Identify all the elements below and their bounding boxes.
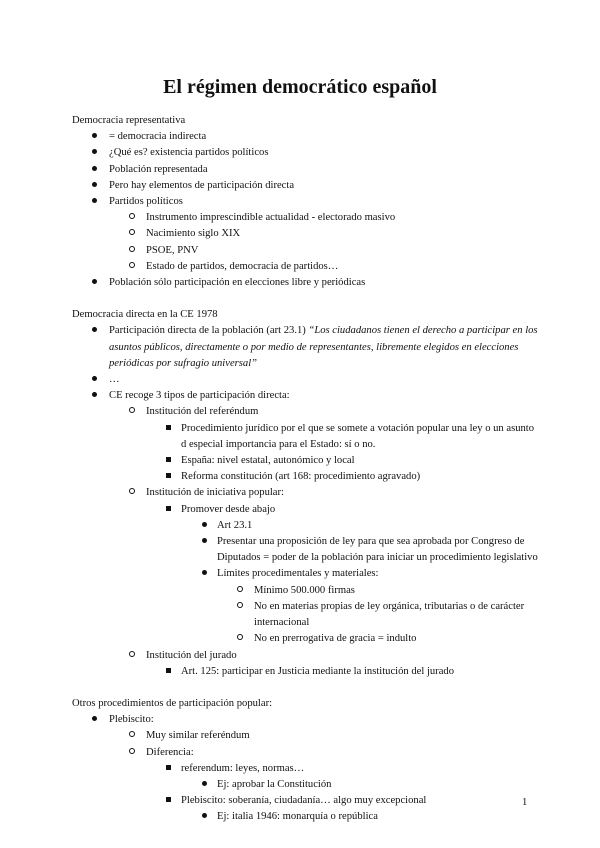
list-item: Diferencia:: [72, 745, 540, 761]
list-item: No en materias propias de ley orgánica, tributarias o de carácter internacional: [72, 599, 540, 631]
bullet-icon: [202, 522, 207, 527]
page-title: El régimen democrático español: [163, 76, 437, 98]
bullet-icon: [202, 781, 207, 786]
list-item: Promover desde abajo: [72, 502, 540, 518]
list-item: Institución de iniciativa popular:: [72, 485, 540, 501]
list-item: ¿Qué es? existencia partidos políticos: [72, 145, 540, 161]
bullet-icon: [92, 149, 97, 154]
bullet-icon: [92, 327, 97, 332]
hollow-bullet-icon: [237, 586, 243, 592]
square-bullet-icon: [166, 668, 171, 673]
section-list-otros: [72, 712, 540, 825]
bullet-icon: [92, 716, 97, 721]
list-item: Instrumento imprescindible actualidad - electorado masivo: [72, 210, 540, 226]
bullet-icon: [202, 813, 207, 818]
list-item: Plebiscito:: [72, 712, 540, 728]
list-item: No en prerrogativa de gracia = indulto: [72, 631, 540, 647]
list-item: Muy similar referéndum: [72, 728, 540, 744]
hollow-bullet-icon: [237, 634, 243, 640]
hollow-bullet-icon: [129, 748, 135, 754]
hollow-bullet-icon: [129, 246, 135, 252]
hollow-bullet-icon: [237, 602, 243, 608]
list-item: España: nivel estatal, autonómico y local: [72, 453, 540, 469]
bullet-icon: [92, 166, 97, 171]
page-number: 1: [522, 797, 528, 808]
hollow-bullet-icon: [129, 731, 135, 737]
list-item: Mínimo 500.000 firmas: [72, 583, 540, 599]
square-bullet-icon: [166, 457, 171, 462]
list-item: Art 23.1: [72, 518, 540, 534]
square-bullet-icon: [166, 506, 171, 511]
square-bullet-icon: [166, 765, 171, 770]
list-item: Partidos políticos: [72, 194, 540, 210]
list-item: Límites procedimentales y materiales:: [72, 566, 540, 582]
list-item: Institución del referéndum: [72, 404, 540, 420]
bullet-icon: [202, 538, 207, 543]
list-item: Participación directa de la población (art 23.1) “Los ciudadanos tienen el derecho a participar en los asuntos públicos, directamente o por medio de representantes, libremente elegidos en elecciones periódicas por sufragio universal”: [72, 323, 540, 372]
list-item: Ej: aprobar la Constitución: [72, 777, 540, 793]
square-bullet-icon: [166, 797, 171, 802]
list-item: Institución del jurado: [72, 648, 540, 664]
list-item: Reforma constitución (art 168: procedimiento agravado): [72, 469, 540, 485]
list-item: Pero hay elementos de participación directa: [72, 178, 540, 194]
bullet-icon: [92, 133, 97, 138]
hollow-bullet-icon: [129, 488, 135, 494]
square-bullet-icon: [166, 425, 171, 430]
list-item: Población representada: [72, 162, 540, 178]
bullet-icon: [202, 570, 207, 575]
section-list-representativa: [72, 129, 540, 291]
list-item: Presentar una proposición de ley para que sea aprobada por Congreso de Diputados = poder de la población para iniciar un procedimiento legislativo: [72, 534, 540, 566]
list-item: Nacimiento siglo XIX: [72, 226, 540, 242]
list-item: Procedimiento jurídico por el que se somete a votación popular una ley o un asunto d especial importancia para el Estado: sí o no.: [72, 421, 540, 453]
list-item: CE recoge 3 tipos de participación directa:: [72, 388, 540, 404]
list-item: Art. 125: participar en Justicia mediante la institución del jurado: [72, 664, 540, 680]
section-list-directa: [72, 323, 540, 679]
list-item: referendum: leyes, normas…: [72, 761, 540, 777]
square-bullet-icon: [166, 473, 171, 478]
list-item: Estado de partidos, democracia de partidos…: [72, 259, 540, 275]
bullet-icon: [92, 182, 97, 187]
bullet-icon: [92, 376, 97, 381]
bullet-icon: [92, 198, 97, 203]
section-heading-directa: Democracia directa en la CE 1978: [72, 309, 218, 321]
list-item: …: [72, 372, 540, 388]
section-heading-otros: Otros procedimientos de participación popular:: [72, 697, 273, 709]
list-item: Ej: italia 1946: monarquía o república: [72, 809, 540, 825]
hollow-bullet-icon: [129, 407, 135, 413]
list-item: = democracia indirecta: [72, 129, 540, 145]
list-item: PSOE, PNV: [72, 243, 540, 259]
constitution-quote: “Los ciudadanos tienen el derecho a participar en los asuntos públicos, directamente o por medio de representantes, libremente elegidos en elecciones periódicas por sufragio universal”: [109, 325, 538, 369]
section-heading-representativa: Democracia representativa: [72, 115, 186, 126]
document-body: [72, 113, 540, 826]
list-item: Población sólo participación en elecciones libre y periódicas: [72, 275, 540, 291]
hollow-bullet-icon: [129, 213, 135, 219]
hollow-bullet-icon: [129, 651, 135, 657]
bullet-icon: [92, 392, 97, 397]
list-item: Plebiscito: soberanía, ciudadanía… algo muy excepcional: [72, 793, 540, 809]
hollow-bullet-icon: [129, 262, 135, 268]
hollow-bullet-icon: [129, 229, 135, 235]
bullet-icon: [92, 279, 97, 284]
